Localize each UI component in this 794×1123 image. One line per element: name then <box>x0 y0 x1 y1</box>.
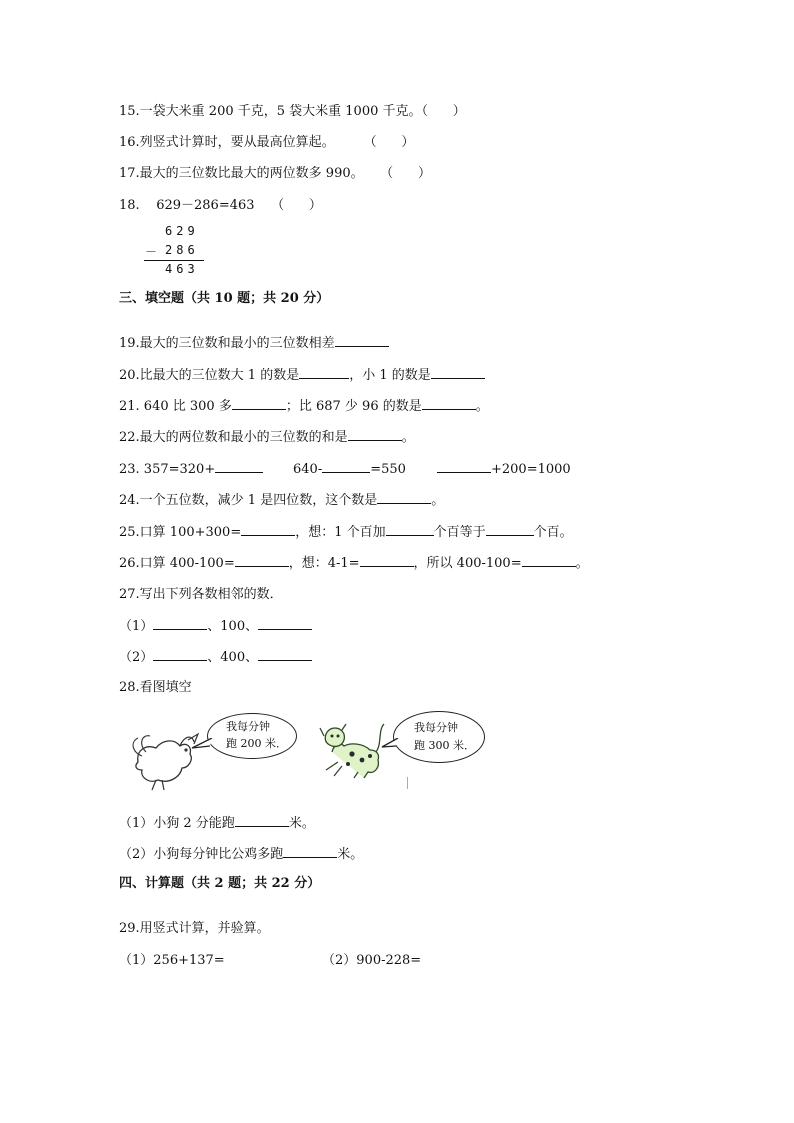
answer-blank[interactable] <box>153 649 207 661</box>
section-3-title: 三、填空题（共 10 题；共 20 分） <box>119 291 330 306</box>
question-28-2: （2）小狗每分钟比公鸡多跑 米。 <box>119 847 364 862</box>
question-24: 24.一个五位数，减少 1 是四位数，这个数是 。 <box>119 493 445 508</box>
answer-blank[interactable] <box>215 461 263 473</box>
bubble-rooster-line-1: 我每分钟 <box>226 720 270 733</box>
answer-blank[interactable] <box>348 429 402 441</box>
question-28-1: （1）小狗 2 分能跑 米。 <box>119 816 315 831</box>
question-16: 16.列竖式计算时，要从最高位算起。 （ ） <box>119 135 415 150</box>
answer-blank[interactable] <box>522 555 576 567</box>
dog-illustration <box>318 722 388 780</box>
question-20: 20.比最大的三位数大 1 的数是 ，小 1 的数是 <box>119 367 485 384</box>
question-27-1: （1） 、100、 <box>119 618 312 635</box>
question-28: 28.看图填空 <box>119 680 192 695</box>
question-29: 29.用竖式计算，并验算。 <box>119 921 270 936</box>
answer-blank[interactable] <box>386 524 434 536</box>
answer-blank[interactable] <box>235 815 289 827</box>
answer-blank[interactable] <box>283 846 337 858</box>
answer-blank[interactable] <box>335 335 389 347</box>
vertical-operator: － <box>145 245 162 259</box>
answer-blank[interactable] <box>422 398 476 410</box>
vertical-mid-number: 286 <box>165 243 199 257</box>
answer-blank[interactable] <box>235 555 289 567</box>
answer-blank[interactable] <box>322 461 370 473</box>
question-15: 15.一袋大米重 200 千克，5 袋大米重 1000 千克。（ ） <box>119 104 466 119</box>
question-26: 26.口算 400-100= ，想：4-1= ，所以 400-100= 。 <box>119 556 589 571</box>
answer-blank[interactable] <box>258 618 312 630</box>
bubble-tail-rooster <box>190 738 214 752</box>
question-23-part-3: +200=1000 <box>437 461 571 478</box>
question-21: 21. 640 比 300 多 ；比 687 少 96 的数是 。 <box>119 399 489 414</box>
image-border-tick <box>407 777 408 789</box>
question-27-2: （2） 、400、 <box>119 649 312 666</box>
bubble-dog-line-1: 我每分钟 <box>414 721 458 734</box>
answer-blank[interactable] <box>486 524 534 536</box>
question-18: 18. 629－286=463 （ ） <box>119 198 322 213</box>
question-17: 17.最大的三位数比最大的两位数多 990。 （ ） <box>119 166 431 181</box>
answer-blank[interactable] <box>241 524 295 536</box>
question-25: 25.口算 100+300= ，想：1 个百加 个百等于 个百。 <box>119 525 573 540</box>
section-4-title: 四、计算题（共 2 题；共 22 分） <box>119 876 321 891</box>
question-27: 27.写出下列各数相邻的数． <box>119 587 283 602</box>
question-23-part-1: 23. 357=320+ <box>119 461 263 478</box>
answer-blank[interactable] <box>299 367 349 379</box>
question-29-2: （2）900-228= <box>322 953 422 968</box>
question-29-1: （1）256+137= <box>119 953 225 968</box>
answer-blank[interactable] <box>360 555 414 567</box>
bubble-rooster-line-2: 跑 200 米． <box>226 737 287 750</box>
answer-blank[interactable] <box>431 367 485 379</box>
answer-blank[interactable] <box>232 398 286 410</box>
vertical-top-number: 629 <box>165 224 199 238</box>
answer-blank[interactable] <box>258 649 312 661</box>
question-19: 19.最大的三位数和最小的三位数相差 <box>119 335 389 352</box>
answer-blank[interactable] <box>437 461 491 473</box>
rooster-illustration <box>128 722 208 792</box>
question-22: 22.最大的两位数和最小的三位数的和是 。 <box>119 430 415 445</box>
vertical-rule <box>144 260 204 261</box>
bubble-tail-dog <box>380 738 400 750</box>
vertical-result: 463 <box>165 262 199 276</box>
question-23-part-2: 640- =550 <box>293 462 406 477</box>
answer-blank[interactable] <box>377 492 431 504</box>
answer-blank[interactable] <box>153 618 207 630</box>
bubble-dog-line-2: 跑 300 米． <box>414 739 475 752</box>
